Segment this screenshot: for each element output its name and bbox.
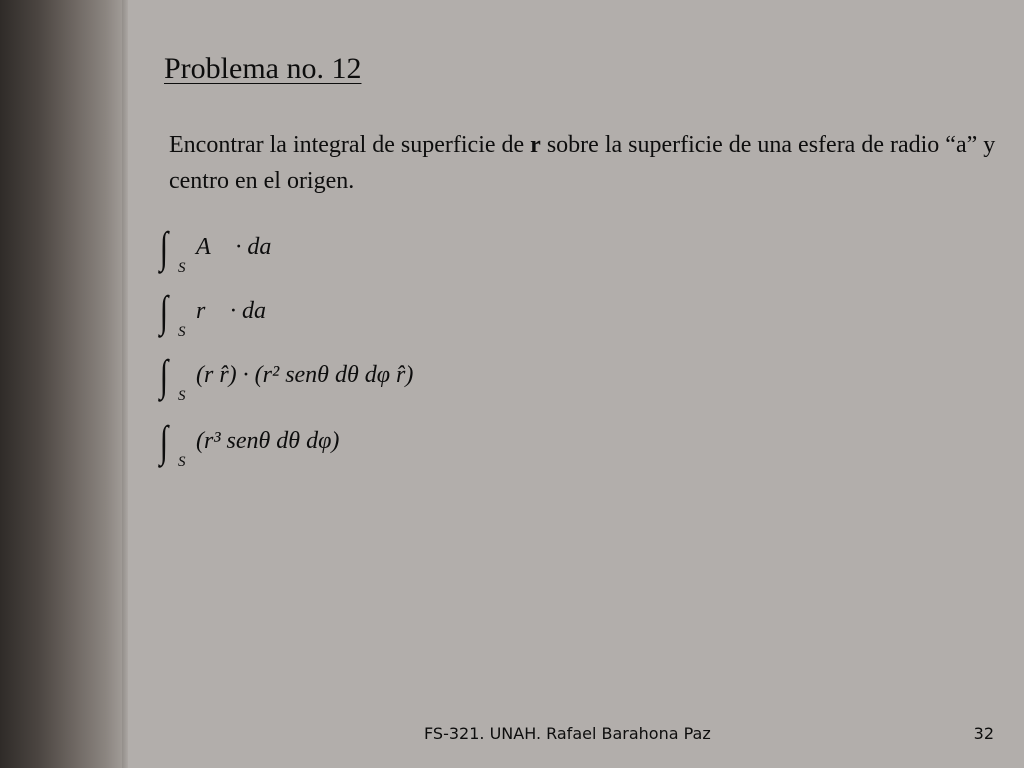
footer-credit: FS-321. UNAH. Rafael Barahona Paz <box>424 724 711 743</box>
integral-sign: ∫ <box>159 223 169 272</box>
problem-text-vector-r: r <box>530 132 541 158</box>
integral-sign: ∫ <box>159 287 169 336</box>
page-number: 32 <box>973 724 994 743</box>
equation-3-body: (r r̂) · (r² senθ dθ dφ r̂) <box>196 362 414 388</box>
problem-statement <box>169 127 999 199</box>
problem-text-part2: sobre la superficie de una esfera de radio “a” y centro en el origen. <box>169 132 996 194</box>
surface-subscript: S <box>178 260 186 276</box>
equation-4-body: (r³ senθ dθ dφ) <box>196 428 340 454</box>
surface-subscript: S <box>178 324 186 340</box>
surface-subscript: S <box>178 454 186 470</box>
problem-text-part1: Encontrar la integral de superficie de <box>169 132 531 158</box>
surface-subscript: S <box>178 388 186 404</box>
integral-sign: ∫ <box>159 351 169 400</box>
slide-title: Problema no. 12 <box>164 52 362 85</box>
integral-sign: ∫ <box>159 417 169 466</box>
equation-2-body: r⃗ · da⃗ <box>196 298 285 324</box>
decorative-side-bar <box>0 0 128 768</box>
equation-1-body: A⃗ · da⃗ <box>196 234 290 260</box>
slide-footer <box>0 724 1024 748</box>
